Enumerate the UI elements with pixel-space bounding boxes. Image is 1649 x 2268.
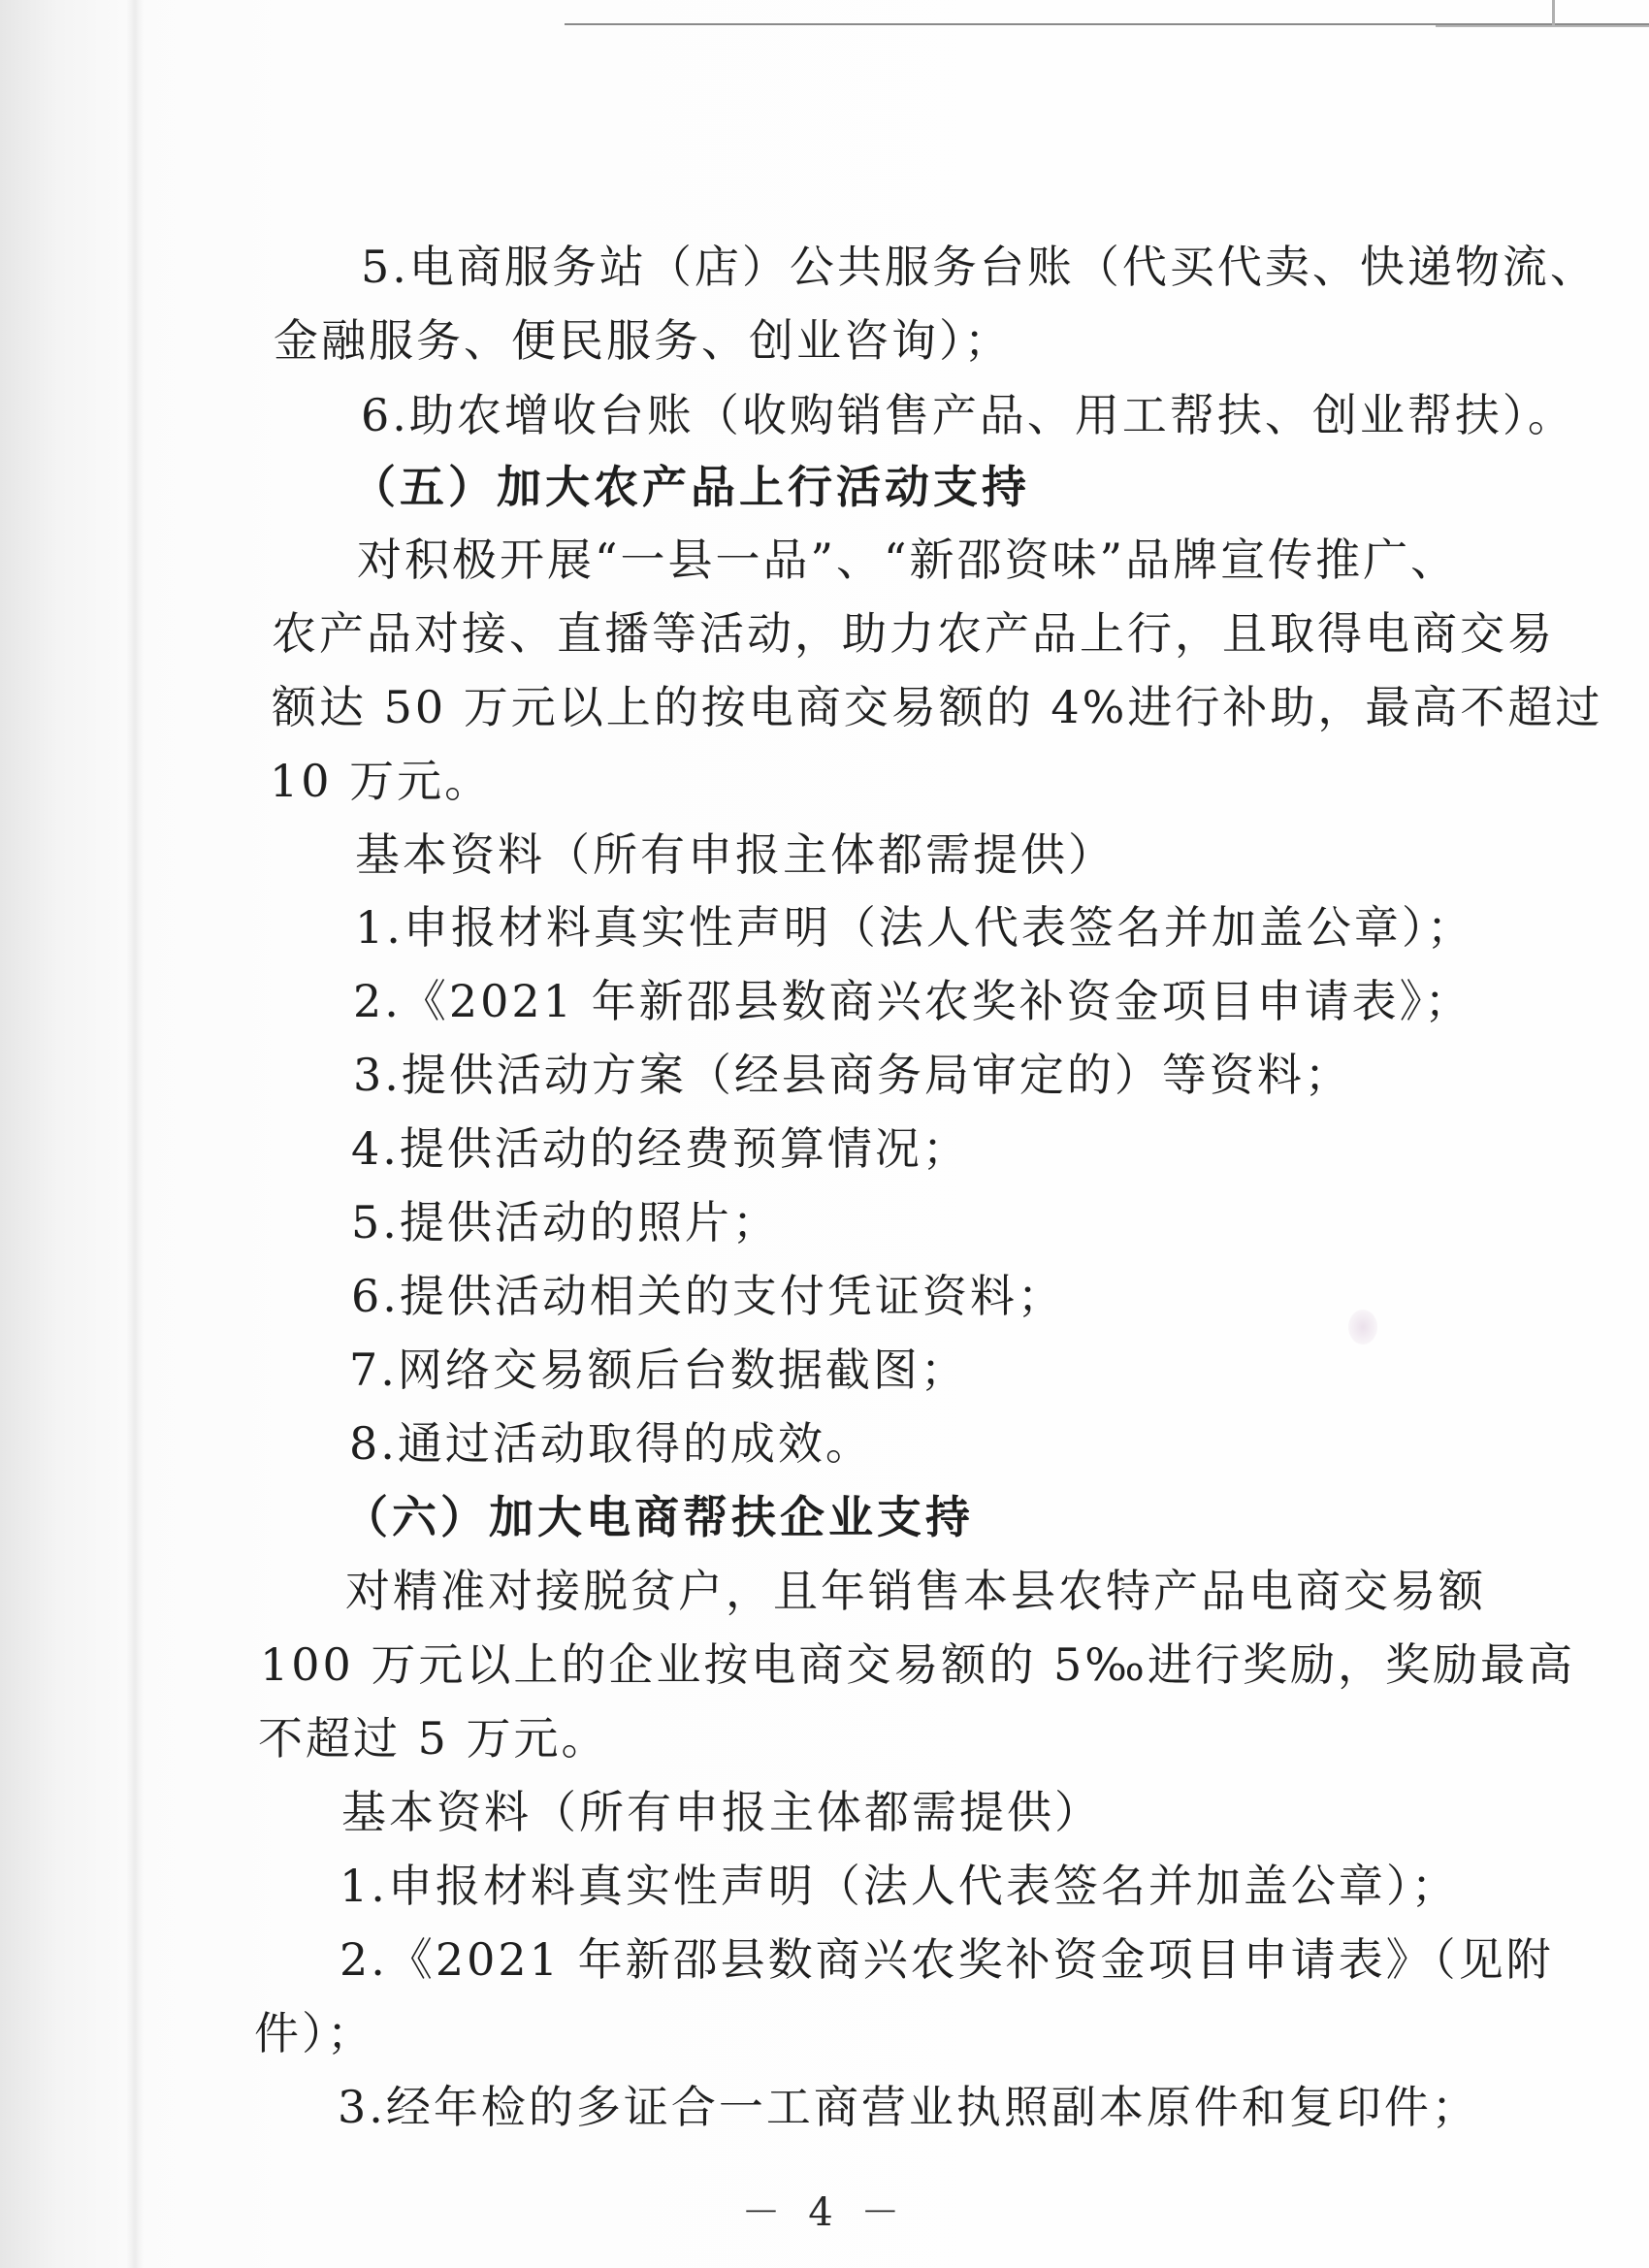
- list-item-4: 4.提供活动的经费预算情况；: [351, 1122, 970, 1175]
- list-item-8: 8.通过活动取得的成效。: [349, 1417, 873, 1470]
- list-item-5-line-2: 金融服务、便民服务、创业咨询）；: [274, 314, 1012, 367]
- paragraph-2-line-2: 100 万元以上的企业按电商交易额的 5‰进行奖励，奖励最高: [260, 1638, 1576, 1691]
- list2-item-2-line-2: 件）；: [254, 2007, 374, 2059]
- section-heading-6: （六）加大电商帮扶企业支持: [343, 1491, 974, 1543]
- paragraph-line-2: 农产品对接、直播等活动，助力农产品上行，且取得电商交易: [272, 607, 1555, 660]
- basic-materials-heading-2: 基本资料（所有申报主体都需提供）: [341, 1786, 1102, 1838]
- page-number: － 4 －: [741, 2190, 908, 2235]
- list2-item-2-line-1: 2.《2021 年新邵县数商兴农奖补资金项目申请表》（见附: [340, 1933, 1554, 1986]
- list-item-3: 3.提供活动方案（经县商务局审定的）等资料；: [353, 1049, 1352, 1101]
- list-item-2: 2.《2021 年新邵县数商兴农奖补资金项目申请表》；: [353, 975, 1472, 1027]
- paragraph-line-3: 额达 50 万元以上的按电商交易额的 4%进行补助，最高不超过: [272, 681, 1603, 733]
- basic-materials-heading: 基本资料（所有申报主体都需提供）: [355, 828, 1116, 881]
- list-item-6: 6.助农增收台账（收购销售产品、用工帮扶、创业帮扶）。: [361, 389, 1575, 441]
- list2-item-1: 1.申报材料真实性声明（法人代表签名并加盖公章）；: [340, 1860, 1459, 1912]
- list-item-5-line-1: 5.电商服务站（店）公共服务台账（代买代卖、快递物流、: [361, 241, 1598, 293]
- section-heading-5: （五）加大农产品上行活动支持: [351, 461, 1030, 513]
- paragraph-line-1: 对积极开展“一县一品”、“新邵资味”品牌宣传推广、: [357, 534, 1459, 586]
- paragraph-2-line-1: 对精准对接脱贫户，且年销售本县农特产品电商交易额: [345, 1565, 1486, 1617]
- list-item-7: 7.网络交易额后台数据截图；: [349, 1344, 968, 1396]
- list-item-6b: 6.提供活动相关的支付凭证资料；: [351, 1270, 1065, 1322]
- paragraph-2-line-3: 不超过 5 万元。: [258, 1712, 609, 1765]
- list2-item-3: 3.经年检的多证合一工商营业执照副本原件和复印件；: [338, 2081, 1479, 2133]
- list-item-1: 1.申报材料真实性声明（法人代表签名并加盖公章）；: [355, 901, 1474, 954]
- list-item-5: 5.提供活动的照片；: [351, 1196, 780, 1248]
- paragraph-line-4: 10 万元。: [270, 755, 493, 807]
